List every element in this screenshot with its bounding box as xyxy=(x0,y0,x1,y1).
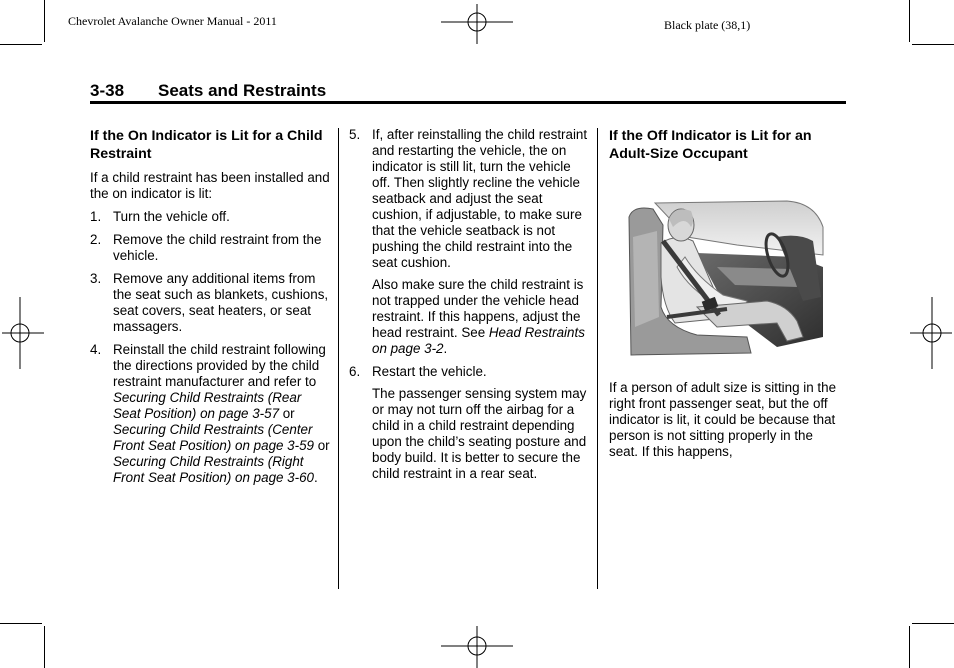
steps-list xyxy=(90,209,332,486)
step-text: If, after reinstalling the child restraint and restarting the vehicle, the on indicator is still lit, turn the vehicle off. Then slightly recline the vehicle seatback and adjust the seat cushion, if adjustable, to make sure that the vehicle seatback is not pushing the child restraint into the seat cushion. xyxy=(372,127,588,270)
crop-mark xyxy=(0,623,42,624)
crop-mark xyxy=(909,0,910,42)
header-plate-info: Black plate (38,1) xyxy=(664,18,751,32)
step-number: 3. xyxy=(90,271,102,286)
seated-adult-passenger-illustration xyxy=(627,197,825,357)
step-paragraph: The passenger sensing system may or may not turn off the airbag for a child in a child restraint depending upon the child’s seating posture and body build. It is better to secure the child restraint in a rear seat. xyxy=(372,386,587,481)
section-name: Seats and Restraints xyxy=(158,81,327,100)
step-number: 4. xyxy=(90,342,102,357)
step-number: 1. xyxy=(90,209,102,224)
list-item xyxy=(349,364,589,482)
step-number: 2. xyxy=(90,232,102,247)
crop-mark xyxy=(912,44,954,45)
crop-mark xyxy=(912,623,954,624)
cross-reference-link[interactable]: Securing Child Restraints (Right Front Seat Position) on page 3-60 xyxy=(113,454,314,485)
list-item xyxy=(349,127,589,357)
list-item xyxy=(90,209,332,225)
column-3 xyxy=(609,127,845,170)
crop-mark xyxy=(909,626,910,668)
list-item xyxy=(90,232,332,264)
column-divider xyxy=(597,128,598,589)
step-text: or xyxy=(279,406,295,421)
step-text: . xyxy=(313,470,318,485)
intro-paragraph: If a child restraint has been installed and the on indicator is lit: xyxy=(90,170,330,201)
page-number: 3-38 xyxy=(90,81,125,100)
registration-mark-icon xyxy=(910,297,954,369)
heading-on-indicator: If the On Indicator is Lit for a Child Restraint xyxy=(90,128,323,162)
heading-off-indicator: If the Off Indicator is Lit for an Adult-Size Occupant xyxy=(609,128,812,162)
column-3-body xyxy=(609,380,845,467)
crop-mark xyxy=(0,44,42,45)
cross-reference-link[interactable]: Securing Child Restraints (Rear Seat Position) on page 3-57 xyxy=(113,390,302,421)
registration-mark-icon xyxy=(441,624,513,668)
step-paragraph xyxy=(372,277,589,357)
header-manual-title: Chevrolet Avalanche Owner Manual - 2011 xyxy=(68,14,277,28)
steps-list xyxy=(349,127,589,482)
registration-mark-icon xyxy=(0,297,44,369)
section-title xyxy=(90,81,326,101)
step-number: 6. xyxy=(349,364,361,379)
column-2 xyxy=(349,127,589,489)
crop-mark xyxy=(44,626,45,668)
cross-reference-link[interactable]: Securing Child Restraints (Center Front Seat Position) on page 3-59 xyxy=(113,422,314,453)
step-text: or xyxy=(313,438,330,453)
body-paragraph: If a person of adult size is sitting in the right front passenger seat, but the off indicator is lit, it could be because that person is not sitting properly in the seat. If this happens, xyxy=(609,380,837,459)
list-item xyxy=(90,271,332,335)
step-text: Remove any additional items from the seat such as blankets, cushions, seat covers, seat heaters, or seat massagers. xyxy=(113,271,329,334)
section-rule xyxy=(90,101,846,104)
step-text: . xyxy=(443,341,448,356)
cross-reference-link[interactable]: Head Restraints on page 3-2 xyxy=(372,325,585,356)
step-text: Turn the vehicle off. xyxy=(113,209,230,224)
step-number: 5. xyxy=(349,127,361,142)
registration-mark-icon xyxy=(441,2,513,46)
step-text: Reinstall the child restraint following the directions provided by the child restraint manufacturer and refer to xyxy=(113,342,326,389)
step-text: Restart the vehicle. xyxy=(372,364,487,379)
crop-mark xyxy=(44,0,45,42)
step-text: Also make sure the child restraint is not trapped under the vehicle head restraint. If this happens, adjust the head restraint. See xyxy=(372,277,584,340)
column-1 xyxy=(90,127,332,493)
list-item xyxy=(90,342,332,486)
step-text: Remove the child restraint from the vehicle. xyxy=(113,232,322,263)
column-divider xyxy=(338,128,339,589)
